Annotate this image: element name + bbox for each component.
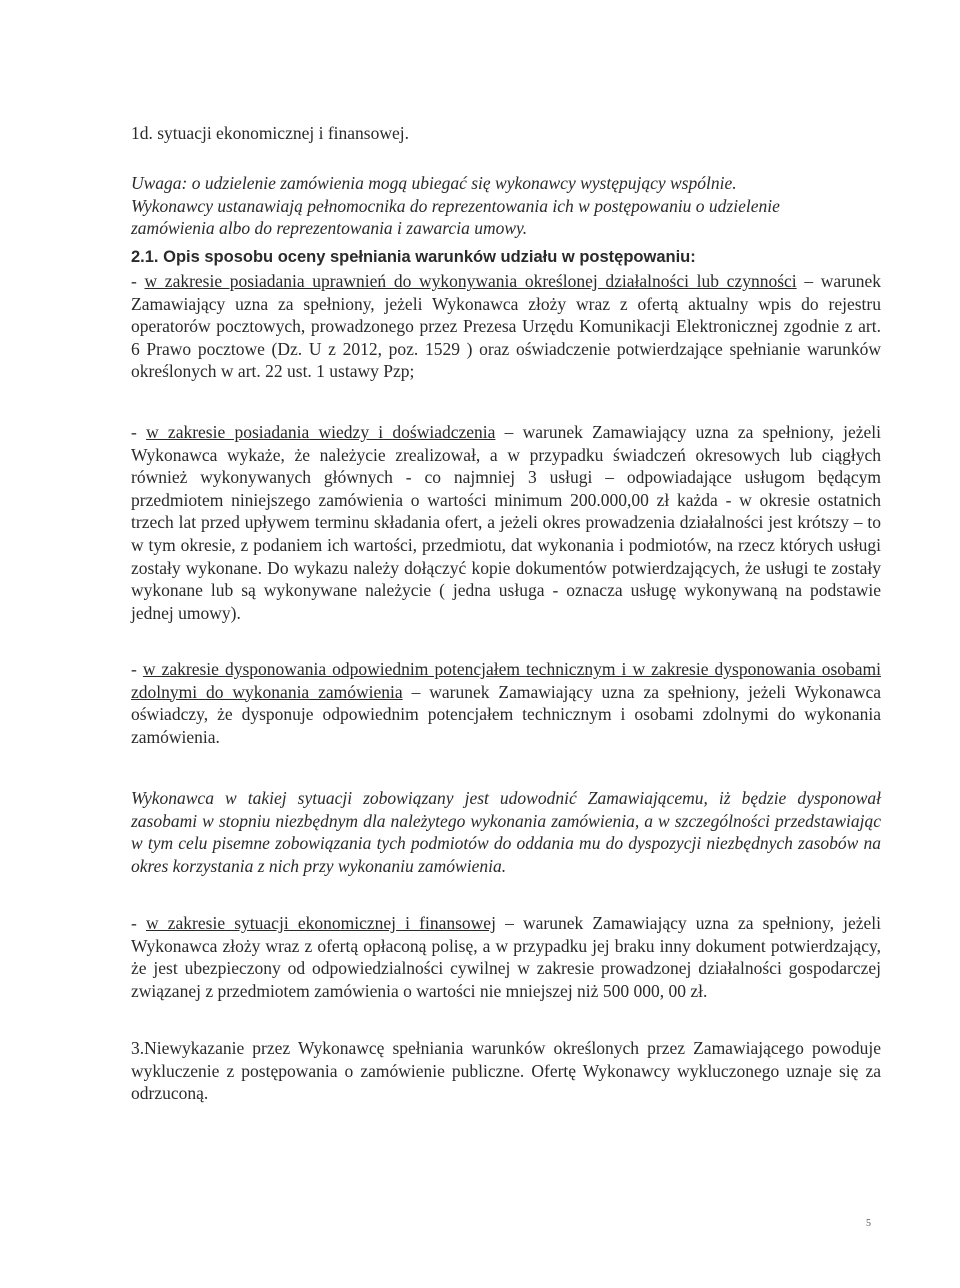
condition-ekonomia — [131, 912, 881, 1002]
dash: - — [131, 659, 143, 679]
uwaga-line-3: zamówienia albo do reprezentowania i zawarcia umowy. — [131, 218, 528, 239]
condition-body: – warunek Zamawiający uzna za spełniony, jeżeli Wykonawca złoży wraz z ofertą opłaconą polisę, a w przypadku jej braku inny dokument potwierdzający, że jest ubezpieczony od odpowiedzialności cywilnej w zakresie prowadzonej działalności gospodarczej związanej z przedmiotem zamówienia o wartości nie mniejszej niż 500 000, 00 zł. — [131, 913, 881, 1001]
condition-title: w zakresie posiadania wiedzy i doświadczenia — [146, 422, 496, 442]
item-1d: 1d. sytuacji ekonomicznej i finansowej. — [131, 123, 409, 143]
section-heading-2-1: 2.1. Opis sposobu oceny spełniania warunków udziału w postępowaniu: — [131, 248, 696, 266]
paragraph-3: 3.Niewykazanie przez Wykonawcę spełniania warunków określonych przez Zamawiającego powoduje wykluczenie z postępowania o zamówienie publiczne. Ofertę Wykonawcy wykluczonego uznaje się za odrzuconą. — [131, 1038, 881, 1104]
condition-body: – warunek Zamawiający uzna za spełniony, jeżeli Wykonawca oświadczy, że dysponuje odpowiednim potencjałem technicznym i osobami zdolnymi do wykonania zamówienia. — [131, 681, 881, 747]
dash: - — [131, 422, 147, 442]
uwaga-line-1: Uwaga: o udzielenie zamówienia mogą ubiegać się wykonawcy występujący wspólnie. — [131, 173, 737, 193]
dash: - — [131, 913, 146, 933]
condition-wiedza — [131, 421, 881, 624]
uwaga-line-2: Wykonawcy ustanawiają pełnomocnika do reprezentowania ich w postępowaniu o udzielenie — [131, 195, 780, 216]
page-number: 5 — [866, 1218, 871, 1229]
condition-body: – warunek Zamawiający uzna za spełniony, jeżeli Wykonawca wykaże, że należycie zrealizował, a w przypadku świadczeń okresowych lub ciągłych również wykonywanych głównych - co najmniej 3 usługi – odpowiadające usługom będącym przedmiotem niniejszego zamówienia o wartości minimum 200.000,00 zł każda - w okresie ostatnich trzech lat przed upływem terminu składania ofert, a jeżeli okres prowadzenia działalności jest krótszy – to w tym okresie, z podaniem ich wartości, przedmiotu, dat wykonania i podmiotów, na rzecz których usługi zostały wykonane. Do wykazu należy dołączyć kopie dokumentów potwierdzających, że usługi te zostały wykonane lub są wykonywane należycie ( jedna usługa - oznacza usługę wykonywaną na podstawie jednej umowy). — [131, 422, 882, 623]
uwaga-note — [131, 172, 881, 240]
condition-body: – warunek Zamawiający uzna za spełniony, jeżeli Wykonawca złoży wraz z ofertą aktualny wpis do rejestru operatorów pocztowych, prowadzonego przez Prezesa Urzędu Komunikacji Elektronicznej zgodnie z art. 6 Prawo pocztowe (Dz. U z 2012, poz. 1529 ) oraz oświadczenie potwierdzające spełnianie warunków określonych w art. 22 ust. 1 ustawy Pzp; — [131, 271, 881, 382]
dash: - — [131, 271, 145, 291]
condition-potencjal — [131, 658, 881, 748]
condition-title: w zakresie sytuacji ekonomicznej i finansowej — [145, 913, 496, 933]
italic-note: Wykonawca w takiej sytuacji zobowiązany jest udowodnić Zamawiającemu, iż będzie dysponował zasobami w stopniu niezbędnym dla należytego wykonania zamówienia, a w szczególności przedstawiając w tym celu pisemne zobowiązania tych podmiotów do oddania mu do dyspozycji niezbędnych zasobów na okres korzystania z nich przy wykonaniu zamówienia. — [131, 788, 881, 876]
condition-title: w zakresie posiadania uprawnień do wykonywania określonej działalności lub czynności — [144, 271, 797, 291]
condition-title: w zakresie dysponowania odpowiednim potencjałem technicznym i w zakresie dysponowania osobami zdolnymi do wykonania zamówienia — [131, 659, 882, 702]
condition-uprawnienia — [131, 270, 881, 383]
